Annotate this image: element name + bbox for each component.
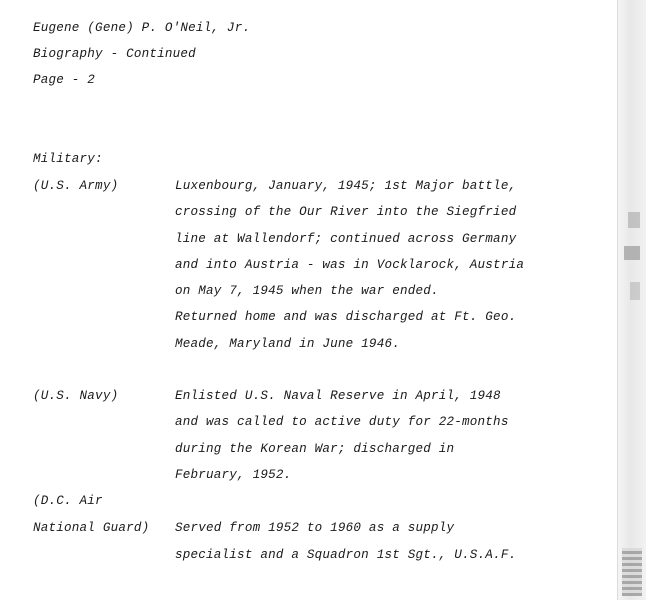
edge-artifact: [622, 548, 642, 596]
edge-artifact: [628, 212, 640, 228]
header-name: Eugene (Gene) P. O'Neil, Jr.: [33, 21, 251, 35]
header-subtitle: Biography - Continued: [33, 47, 196, 61]
navy-line: February, 1952.: [175, 468, 292, 482]
navy-line: Enlisted U.S. Naval Reserve in April, 1948: [175, 389, 501, 403]
guard-line: Served from 1952 to 1960 as a supply: [175, 521, 455, 535]
army-line: Returned home and was discharged at Ft. Geo.: [175, 310, 517, 324]
edge-artifact: [630, 282, 640, 300]
guard-label-line2: National Guard): [33, 521, 150, 535]
army-label: (U.S. Army): [33, 179, 119, 193]
navy-line: during the Korean War; discharged in: [175, 442, 455, 456]
section-heading-military: Military:: [33, 152, 103, 166]
navy-label: (U.S. Navy): [33, 389, 119, 403]
scanned-page-edge: [617, 0, 646, 600]
army-line: and into Austria - was in Vocklarock, Austria: [175, 258, 525, 272]
army-line: Meade, Maryland in June 1946.: [175, 337, 400, 351]
edge-artifact: [624, 246, 640, 260]
army-line: crossing of the Our River into the Siegfried: [175, 205, 517, 219]
header-page-number: Page - 2: [33, 73, 96, 87]
army-line: on May 7, 1945 when the war ended.: [175, 284, 439, 298]
guard-label-line1: (D.C. Air: [33, 494, 103, 508]
army-line: Luxenbourg, January, 1945; 1st Major battle,: [175, 179, 517, 193]
guard-line: specialist and a Squadron 1st Sgt., U.S.A.F.: [175, 548, 517, 562]
navy-line: and was called to active duty for 22-months: [175, 415, 509, 429]
army-line: line at Wallendorf; continued across Germany: [175, 232, 517, 246]
